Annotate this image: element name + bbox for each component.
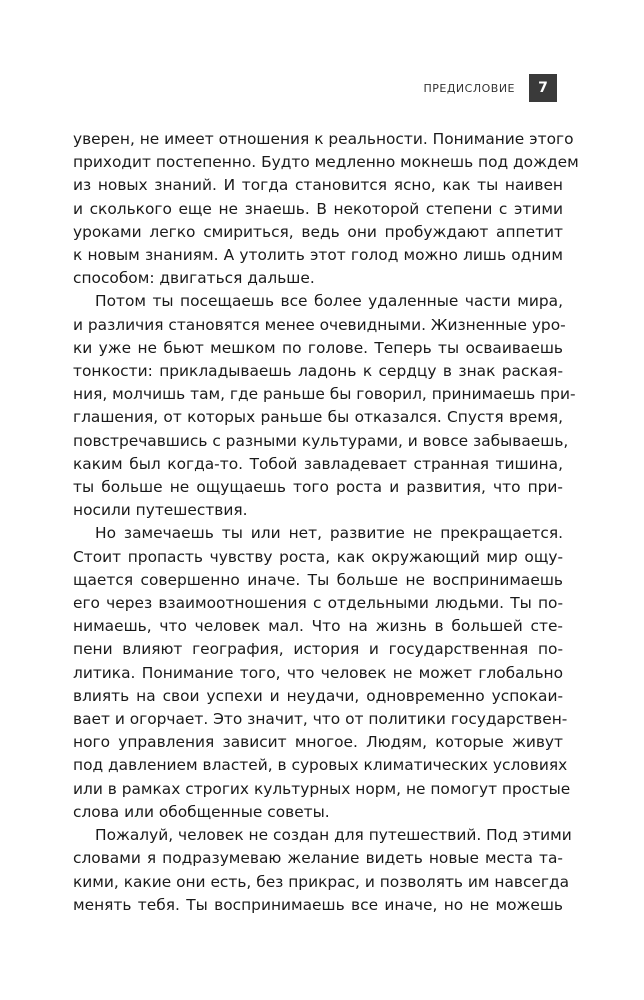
text-line: повстречавшись с разными культурами, и вовсе забываешь,: [73, 431, 569, 450]
body-text: [73, 128, 579, 917]
paragraph: [73, 128, 579, 290]
text-line: приходит постепенно. Будто медленно мокнешь под дождем: [73, 153, 579, 172]
text-line: Но замечаешь ты или нет, развитие не прекращается.: [95, 524, 563, 543]
text-line: ты больше не ощущаешь того роста и развития, что при-: [73, 478, 563, 497]
text-line: и различия становятся менее очевидными. Жизненные уро-: [73, 315, 566, 334]
paragraph: [73, 522, 571, 824]
text-line: пени влияют география, история и государственная по-: [73, 640, 563, 659]
text-line: Стоит пропасть чувству роста, как окружающий мир ощу-: [73, 547, 563, 566]
text-line: из новых знаний. И тогда становится ясно, как ты наивен: [73, 176, 563, 195]
text-line: влиять на свои успехи и неудачи, одновременно успокаи-: [73, 686, 563, 705]
text-line: к новым знаниям. А утолить этот голод можно лишь одним: [73, 246, 563, 265]
text-line: менять тебя. Ты воспринимаешь все иначе, но не можешь: [73, 895, 563, 914]
text-line: и сколького еще не знаешь. В некоторой степени с этими: [73, 199, 563, 218]
text-line: уверен, не имеет отношения к реальности. Понимание этого: [73, 130, 574, 148]
text-line: щается совершенно иначе. Ты больше не воспринимаешь: [73, 570, 563, 589]
text-line: глашения, от которых раньше бы отказался. Спустя время,: [73, 408, 563, 427]
text-line: слова или обобщенные советы.: [73, 802, 330, 821]
text-line: ния, молчишь там, где раньше бы говорил, принимаешь при-: [73, 385, 576, 404]
text-line: уроками легко смириться, ведь они пробуждают аппетит: [73, 222, 563, 241]
text-line: словами я подразумеваю желание видеть новые места та-: [73, 849, 563, 868]
text-line: под давлением властей, в суровых климатических условиях: [73, 756, 568, 775]
text-line: вает и огорчает. Это значит, что от политики государствен-: [73, 710, 568, 729]
page-number: 7: [529, 74, 557, 102]
text-line: носили путешествия.: [73, 501, 248, 520]
text-line: литика. Понимание того, что человек не может глобально: [73, 663, 563, 682]
text-line: нимаешь, что человек мал. Что на жизнь в большей сте-: [73, 617, 563, 636]
text-line: кими, какие они есть, без прикрас, и позволять им навсегда: [73, 872, 570, 891]
text-line: тонкости: прикладываешь ладонь к сердцу в знак раская-: [73, 362, 563, 381]
text-line: или в рамках строгих культурных норм, не помогут простые: [73, 779, 571, 798]
section-title: ПРЕДИСЛОВИЕ: [423, 81, 515, 95]
running-head: [423, 74, 557, 102]
text-line: ки уже не бьют мешком по голове. Теперь ты осваиваешь: [73, 338, 563, 357]
text-line: Пожалуй, человек не создан для путешествий. Под этими: [95, 826, 572, 845]
text-line: Потом ты посещаешь все более удаленные части мира,: [95, 292, 563, 311]
text-line: каким был когда-то. Тобой завладевает странная тишина,: [73, 454, 563, 473]
text-line: ного управления зависит многое. Людям, которые живут: [73, 733, 563, 752]
paragraph: [73, 824, 572, 917]
text-line: его через взаимоотношения с отдельными людьми. Ты по-: [73, 594, 563, 613]
text-line: способом: двигаться дальше.: [73, 269, 315, 288]
paragraph: [73, 290, 576, 522]
